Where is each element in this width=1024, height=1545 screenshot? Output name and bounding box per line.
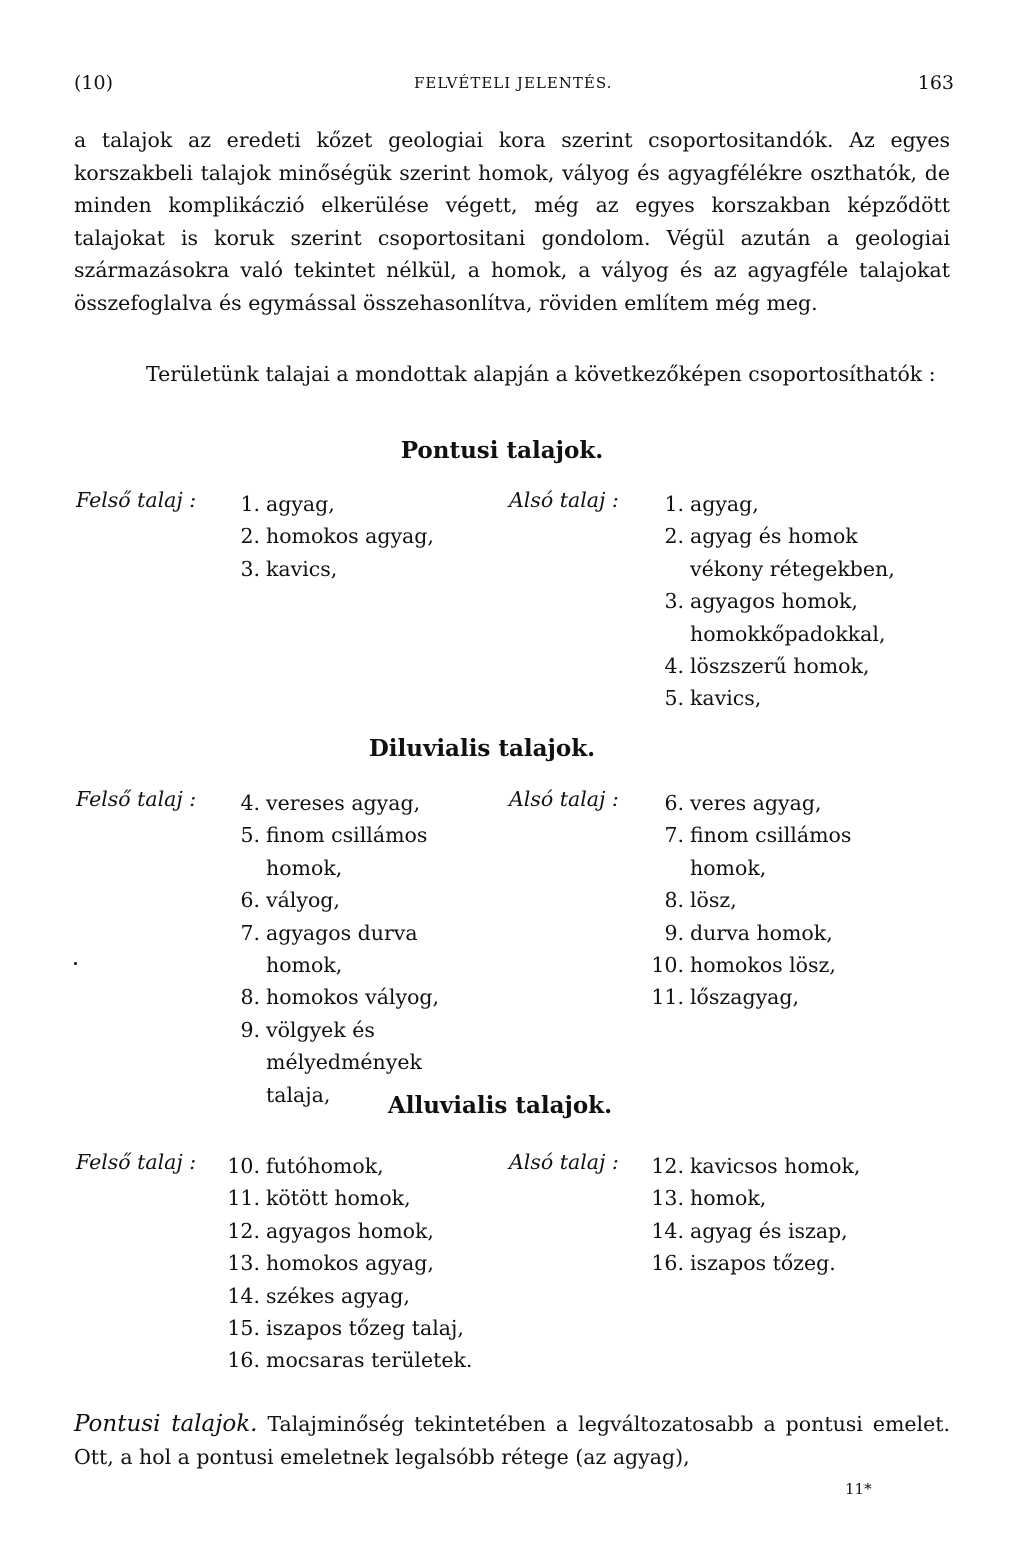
list-item: 1. agyag, [664, 492, 759, 516]
list-item: 15. iszapos tőzeg talaj, [227, 1316, 464, 1341]
section-title-diluvialis: Diluvialis talajok. [368, 735, 596, 762]
stray-mark [74, 962, 77, 965]
header-title: FELVÉTELI JELENTÉS. [414, 74, 613, 92]
list-item: 16. iszapos tőzeg. [651, 1251, 836, 1276]
alluvialis-upper-list [226, 1150, 472, 1377]
page-number: 163 [917, 72, 954, 94]
closing-paragraph [74, 1408, 950, 1474]
list-item: 3. agyagos homok, homokkőpadokkal, [664, 589, 886, 646]
list-item: 11. lőszagyag, [651, 985, 800, 1010]
diluvialis-upper-list [226, 787, 471, 1111]
list-item: 2. agyag és homok vékony rétegekben, [664, 524, 895, 581]
signature-mark: 11* [845, 1480, 872, 1498]
list-item: 5. kavics, [664, 686, 762, 711]
lower-soil-label: Alsó talaj : [509, 1150, 619, 1174]
section-title-pontusi: Pontusi talajok. [400, 437, 604, 464]
closing-text: Talajminőség tekintetében a legváltozatosabb a pontusi emelet. Ott, a hol a pontusi emeletnek legalsóbb rétege (az agyag), [74, 1412, 950, 1469]
page-header [74, 72, 954, 102]
list-item: 6. veres agyag, [664, 791, 822, 815]
pontusi-lower-list [650, 488, 925, 715]
list-item: 1. agyag, [240, 492, 335, 516]
list-item: 9. völgyek és mélyedmények talaja, [240, 1017, 422, 1107]
list-item: 14. agyag és iszap, [651, 1218, 848, 1243]
alluvialis-lower-list [650, 1150, 860, 1280]
list-item: 2. homokos agyag, [240, 524, 434, 549]
list-item: 6. vályog, [240, 888, 340, 913]
list-item: 4. vereses agyag, [240, 791, 421, 815]
upper-soil-label: Felső talaj : [76, 488, 197, 512]
pontusi-upper-list [226, 488, 434, 585]
list-item: 11. kötött homok, [227, 1186, 411, 1211]
list-item: 12. kavicsos homok, [651, 1154, 861, 1178]
list-item: 3. kavics, [240, 556, 338, 581]
list-item: 16. mocsaras területek. [227, 1348, 473, 1373]
list-item: 8. lösz, [664, 888, 737, 913]
list-item: 8. homokos vályog, [240, 985, 440, 1010]
list-item: 7. finom csillámos homok, [664, 823, 852, 880]
lower-soil-label: Alsó talaj : [509, 488, 619, 512]
list-item: 10. futóhomok, [227, 1154, 384, 1178]
list-item: 5. finom csillámos homok, [240, 823, 428, 880]
list-item: 13. homokos agyag, [227, 1251, 434, 1276]
upper-soil-label: Felső talaj : [76, 787, 197, 811]
list-item: 13. homok, [651, 1186, 767, 1211]
lower-soil-label: Alsó talaj : [509, 787, 619, 811]
grouping-paragraph: Területünk talajai a mondottak alapján a következőképen csoportosíthatók : [146, 362, 936, 386]
list-item: 4. löszszerű homok, [664, 654, 870, 679]
header-section-number: (10) [74, 72, 114, 94]
list-item: 10. homokos lösz, [651, 953, 836, 978]
intro-paragraph: a talajok az eredeti kőzet geologiai kora szerint csoportositandók. Az egyes korszakbeli talajok minőségük szerint homok, vályog és agyagfélékre oszthatók, de minden komplikáczió elkerülése végett, még az egyes korszakban képződött talajokat is koruk szerint csoportositani gondolom. Végül azután a geologiai származásokra való tekintet nélkül, a homok, a vályog és az agyagféle talajokat összefoglalva és egymással összehasonlítva, röviden említem még meg. [74, 128, 950, 315]
list-item: 12. agyagos homok, [227, 1218, 434, 1243]
list-item: 9. durva homok, [664, 920, 833, 945]
diluvialis-lower-list [650, 787, 905, 1014]
list-item: 7. agyagos durva homok, [240, 920, 418, 978]
upper-soil-label: Felső talaj : [76, 1150, 197, 1174]
closing-heading: Pontusi talajok. [74, 1411, 258, 1437]
list-item: 14. székes agyag, [227, 1283, 410, 1308]
section-title-alluvialis: Alluvialis talajok. [387, 1092, 613, 1119]
